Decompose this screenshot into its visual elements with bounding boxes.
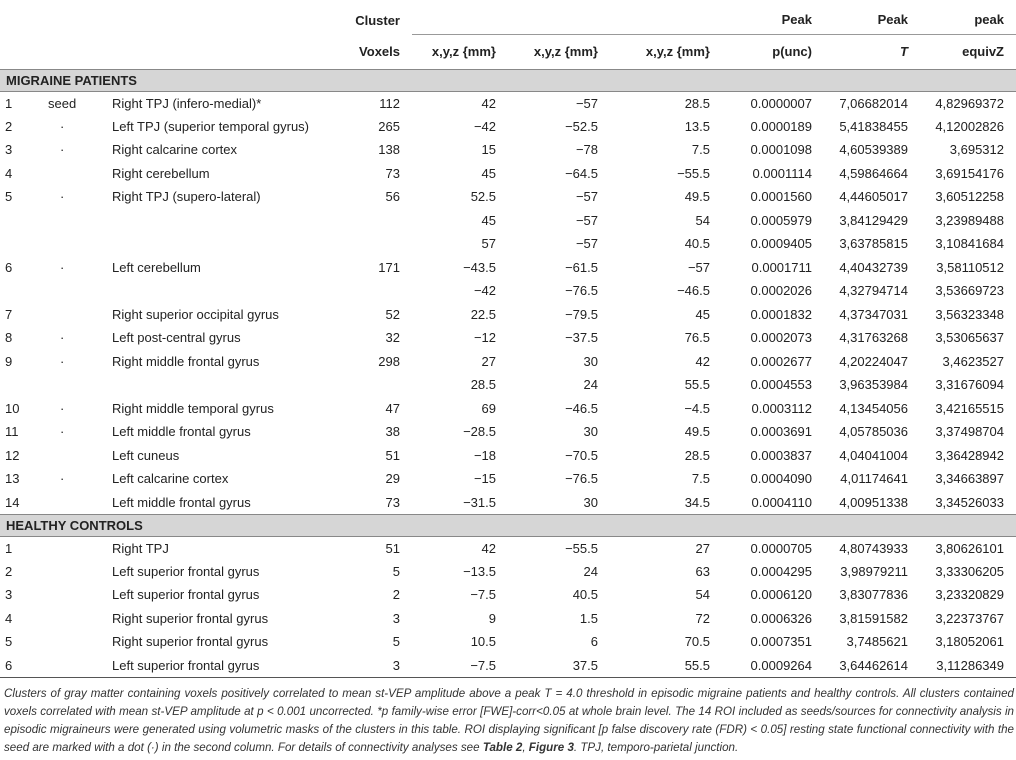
peak-equivz: 3,23989488 (935, 212, 1004, 228)
coord-z: 63 (695, 563, 710, 579)
seed-marker: seed (48, 95, 77, 111)
column-header (610, 4, 722, 34)
peak-t: 4,37347031 (839, 306, 908, 322)
cluster-voxels: 73 (385, 494, 400, 510)
coord-z: 54 (695, 212, 710, 228)
seed-marker (48, 583, 112, 607)
seed-marker (48, 654, 112, 678)
coord-z: 42 (695, 353, 710, 369)
peak-t: 3,83077836 (839, 587, 908, 603)
coord-z: −55.5 (677, 165, 710, 181)
coord-x: 28.5 (470, 377, 496, 393)
coord-z: 54 (695, 587, 710, 603)
peak-p-unc: 0.0004110 (751, 494, 812, 510)
peak-p-unc: 0.0006326 (750, 610, 812, 626)
coord-z: 49.5 (684, 189, 710, 205)
section-title: MIGRAINE PATIENTS (0, 69, 1016, 91)
peak-t: 4,59864664 (839, 165, 908, 181)
seed-marker (48, 162, 112, 186)
peak-p-unc: 0.0009264 (750, 657, 812, 673)
cluster-voxels: 52 (385, 306, 400, 322)
coord-x: 10.5 (470, 634, 496, 650)
coord-y: −57 (575, 95, 598, 111)
peak-t: 3,63785815 (839, 236, 908, 252)
region-name (112, 209, 336, 233)
row-number: 5 (5, 634, 13, 650)
seed-marker (48, 373, 112, 397)
cluster-voxels: 138 (378, 142, 400, 158)
coord-y: 30 (583, 353, 598, 369)
seed-marker (48, 560, 112, 584)
coord-x: −12 (473, 330, 496, 346)
seed-marker (48, 209, 112, 233)
coord-z: 27 (695, 540, 710, 556)
table-row (0, 491, 1016, 515)
cluster-voxels: 5 (392, 634, 400, 650)
peak-t: 3,7485621 (846, 634, 908, 650)
cluster-voxels (336, 209, 412, 233)
coord-z: 13.5 (684, 118, 710, 134)
seed-marker (48, 232, 112, 256)
row-number: 4 (5, 610, 13, 626)
peak-equivz: 3,33306205 (935, 563, 1004, 579)
coord-y: −70.5 (565, 447, 598, 463)
coord-x: −13.5 (463, 563, 496, 579)
seed-marker (48, 536, 112, 560)
coord-y: 40.5 (572, 587, 598, 603)
region-name: Right middle frontal gyrus (112, 353, 260, 369)
seed-marker: · (60, 471, 65, 487)
coord-y: 30 (583, 494, 598, 510)
cluster-voxels: 5 (392, 563, 400, 579)
row-number (0, 373, 48, 397)
peak-equivz: 3,36428942 (935, 447, 1004, 463)
table-row (0, 654, 1016, 678)
table-row (0, 162, 1016, 186)
seed-marker: · (60, 330, 65, 346)
caption-sep: , (522, 741, 529, 754)
seed-marker (48, 607, 112, 631)
cluster-voxels: 51 (385, 447, 400, 463)
peak-p-unc: 0.0000007 (750, 95, 812, 111)
table-row (0, 560, 1016, 584)
peak-equivz: 3,80626101 (935, 540, 1004, 556)
peak-t: 3,81591582 (839, 610, 908, 626)
row-number: 13 (5, 471, 20, 487)
peak-equivz: 3,60512258 (935, 189, 1004, 205)
seed-marker: · (60, 259, 65, 275)
header-row-2 (0, 34, 1016, 69)
peak-t: 4,44605017 (839, 189, 908, 205)
column-header (412, 4, 508, 34)
coord-z: −46.5 (677, 283, 710, 299)
table-row (0, 138, 1016, 162)
peak-equivz: 3,11286349 (936, 657, 1004, 673)
column-header: x,y,z {mm} (610, 34, 722, 69)
region-name: Left TPJ (superior temporal gyrus) (112, 118, 309, 134)
column-header (508, 4, 610, 34)
peak-p-unc: 0.0006120 (750, 587, 812, 603)
region-name: Left cerebellum (112, 259, 201, 275)
region-name: Right TPJ (infero-medial)* (112, 95, 262, 111)
table-row (0, 256, 1016, 280)
peak-p-unc: 0.0003112 (751, 400, 812, 416)
row-number: 1 (5, 540, 13, 556)
coord-y: −57 (575, 212, 598, 228)
coord-x: 9 (488, 610, 496, 626)
seed-marker (48, 279, 112, 303)
peak-t: 3,98979211 (840, 563, 908, 579)
column-header: p(unc) (722, 34, 824, 69)
peak-equivz: 3,34663897 (935, 471, 1004, 487)
peak-p-unc: 0.0005979 (750, 212, 812, 228)
table-row (0, 279, 1016, 303)
coord-x: −7.5 (470, 657, 496, 673)
table-row (0, 420, 1016, 444)
coord-z: 72 (695, 610, 710, 626)
peak-t: 4,32794714 (839, 283, 908, 299)
region-name: Left post-central gyrus (112, 330, 241, 346)
table-row (0, 630, 1016, 654)
peak-p-unc: 0.0004295 (750, 563, 812, 579)
region-name: Right TPJ (112, 540, 169, 556)
coord-y: 1.5 (579, 610, 598, 626)
table-row (0, 397, 1016, 421)
peak-t: 4,13454056 (839, 400, 908, 416)
peak-p-unc: 0.0001560 (750, 189, 812, 205)
peak-t: 4,05785036 (839, 424, 908, 440)
peak-t: 5,41838455 (839, 118, 908, 134)
column-header: x,y,z {mm} (412, 34, 508, 69)
coord-y: −57 (575, 189, 598, 205)
region-name: Left superior frontal gyrus (112, 563, 260, 579)
peak-p-unc: 0.0001098 (750, 142, 812, 158)
peak-equivz: 3,53669723 (935, 283, 1004, 299)
coord-y: −76.5 (565, 283, 598, 299)
region-name: Left calcarine cortex (112, 471, 229, 487)
peak-p-unc: 0.0000705 (750, 540, 812, 556)
region-name: Left superior frontal gyrus (112, 657, 260, 673)
cluster-voxels: 29 (385, 471, 400, 487)
region-name (112, 232, 336, 256)
cluster-voxels (336, 232, 412, 256)
row-number: 6 (5, 259, 13, 275)
row-number: 2 (5, 118, 13, 134)
cluster-voxels: 51 (385, 540, 400, 556)
region-name: Left middle frontal gyrus (112, 494, 251, 510)
seed-marker (48, 630, 112, 654)
caption-text: Clusters of gray matter containing voxels positively correlated to mean st-VEP amplitude above a peak T = 4.0 threshold in episodic migraine patients and healthy controls. All clusters contained voxels correlated with mean st-VEP amplitude at p < 0.001 uncorrected. *p family-wise error [FWE]-corr<0.05 at whole brain level. The 14 ROI included as seeds/sources for connectivity analysis in episodic migraineurs were generated using volumetric masks of the clusters in this table. ROI displaying significant [p false discovery rate (FDR) < 0.05] resting state functional connectivity with the seed are marked with a dot (·) in the second column. For details of connectivity analyses see (4, 687, 1014, 754)
cluster-voxels (336, 279, 412, 303)
peak-equivz: 3,37498704 (935, 424, 1004, 440)
row-number: 11 (5, 424, 19, 440)
row-number: 1 (5, 95, 13, 111)
coord-y: −52.5 (565, 118, 598, 134)
coord-z: 70.5 (684, 634, 710, 650)
row-number: 5 (5, 189, 13, 205)
cluster-voxels: 3 (392, 657, 400, 673)
region-name: Right superior occipital gyrus (112, 306, 279, 322)
seed-marker: · (60, 189, 65, 205)
region-name: Right TPJ (supero-lateral) (112, 189, 261, 205)
table-bottom-rule (0, 677, 1016, 678)
peak-equivz: 3,18052061 (935, 634, 1004, 650)
coord-z: 45 (695, 306, 710, 322)
cluster-voxels: 56 (385, 189, 400, 205)
coord-x: 15 (481, 142, 496, 158)
column-header (48, 4, 112, 34)
coord-y: −79.5 (565, 306, 598, 322)
row-number: 3 (5, 587, 13, 603)
row-number: 2 (5, 563, 13, 579)
row-number: 9 (5, 353, 13, 369)
column-header (112, 4, 336, 34)
row-number: 12 (5, 447, 20, 463)
coord-x: 45 (481, 212, 496, 228)
column-header: Cluster (355, 12, 400, 28)
coord-x: 42 (481, 540, 496, 556)
table-row (0, 467, 1016, 491)
table-row (0, 444, 1016, 468)
coord-y: −55.5 (565, 540, 598, 556)
row-number (0, 279, 48, 303)
column-header: Peak (781, 12, 812, 28)
coord-x: −7.5 (470, 587, 496, 603)
coord-x: 69 (481, 400, 496, 416)
coord-z: 76.5 (684, 330, 710, 346)
coord-z: −57 (687, 259, 710, 275)
column-header: T (824, 34, 920, 69)
peak-equivz: 3,42165515 (935, 400, 1004, 416)
peak-t: 3,84129429 (839, 212, 908, 228)
row-number: 4 (5, 165, 13, 181)
cluster-voxels: 32 (385, 330, 400, 346)
coord-y: 24 (583, 563, 598, 579)
cluster-voxels: 2 (392, 587, 400, 603)
row-number: 10 (5, 400, 20, 416)
coord-y: −78 (575, 142, 598, 158)
column-header: Voxels (359, 43, 400, 59)
peak-equivz: 3,56323348 (935, 306, 1004, 322)
cluster-voxels: 298 (378, 353, 400, 369)
coord-x: 42 (481, 95, 496, 111)
peak-t: 4,20224047 (839, 353, 908, 369)
caption-ref-table: Table 2 (482, 741, 523, 754)
table-row (0, 91, 1016, 115)
region-name: Left superior frontal gyrus (112, 587, 260, 603)
coord-z: 40.5 (684, 236, 710, 252)
seed-marker: · (60, 424, 65, 440)
cluster-voxels: 38 (385, 424, 400, 440)
peak-p-unc: 0.0002026 (750, 283, 812, 299)
peak-equivz: 3,695312 (949, 142, 1004, 158)
table-body (0, 69, 1016, 678)
seed-marker: · (60, 142, 65, 158)
peak-t: 4,00951338 (839, 494, 908, 510)
peak-equivz: 4,82969372 (935, 95, 1004, 111)
peak-p-unc: 0.0001114 (752, 165, 812, 181)
table-row (0, 115, 1016, 139)
coord-y: −57 (575, 236, 598, 252)
cluster-voxels: 3 (392, 610, 400, 626)
column-header: equivZ (920, 34, 1016, 69)
peak-equivz: 3,23320829 (935, 587, 1004, 603)
section-header (0, 514, 1016, 536)
coord-x: 27 (481, 353, 496, 369)
coord-y: −61.5 (565, 259, 598, 275)
coord-z: 7.5 (691, 471, 710, 487)
coord-z: 7.5 (691, 142, 710, 158)
row-number (0, 232, 48, 256)
peak-p-unc: 0.0003837 (750, 447, 812, 463)
cluster-voxels: 171 (378, 259, 400, 275)
peak-t: 4,04041004 (839, 447, 908, 463)
region-name: Right cerebellum (112, 165, 210, 181)
seed-marker: · (60, 118, 65, 134)
peak-equivz: 3,22373767 (935, 610, 1004, 626)
coord-y: 37.5 (572, 657, 598, 673)
table-row (0, 326, 1016, 350)
seed-marker (48, 303, 112, 327)
column-header (48, 34, 112, 69)
coord-y: 24 (583, 377, 598, 393)
coord-z: 28.5 (684, 95, 710, 111)
coord-z: 55.5 (684, 657, 710, 673)
caption-ref-figure: Figure 3 (528, 741, 574, 754)
header-row-1 (0, 4, 1016, 34)
column-header: Peak (877, 12, 908, 28)
peak-t: 4,60539389 (839, 142, 908, 158)
peak-equivz: 3,34526033 (935, 494, 1004, 510)
coord-y: 6 (590, 634, 598, 650)
coord-x: 22.5 (470, 306, 496, 322)
peak-equivz: 4,12002826 (935, 118, 1004, 134)
region-name (112, 373, 336, 397)
table-row (0, 232, 1016, 256)
seed-marker: · (60, 353, 65, 369)
coord-z: −4.5 (684, 400, 710, 416)
peak-t: 4,40432739 (839, 259, 908, 275)
peak-p-unc: 0.0001832 (750, 306, 812, 322)
peak-t: 4,80743933 (839, 540, 908, 556)
peak-t: 4,31763268 (839, 330, 908, 346)
peak-p-unc: 0.0000189 (750, 118, 812, 134)
peak-equivz: 3,69154176 (935, 165, 1004, 181)
peak-t: 3,96353984 (839, 377, 908, 393)
column-header: peak (974, 12, 1004, 28)
region-name: Right middle temporal gyrus (112, 400, 274, 416)
cluster-voxels: 265 (378, 118, 400, 134)
peak-p-unc: 0.0004090 (750, 471, 812, 487)
coord-x: −42 (473, 283, 496, 299)
coord-x: −18 (473, 447, 496, 463)
cluster-voxels (336, 373, 412, 397)
column-header (0, 34, 48, 69)
row-number (0, 209, 48, 233)
peak-p-unc: 0.0002073 (750, 330, 812, 346)
region-name (112, 279, 336, 303)
seed-marker (48, 491, 112, 515)
coord-x: 45 (481, 165, 496, 181)
results-table (0, 4, 1016, 678)
column-header (112, 34, 336, 69)
region-name: Right superior frontal gyrus (112, 610, 269, 626)
table-row (0, 583, 1016, 607)
table-row (0, 209, 1016, 233)
table-row (0, 536, 1016, 560)
coord-x: −42 (473, 118, 496, 134)
region-name: Right superior frontal gyrus (112, 634, 269, 650)
region-name: Right calcarine cortex (112, 142, 237, 158)
coord-z: 28.5 (684, 447, 710, 463)
peak-p-unc: 0.0009405 (750, 236, 812, 252)
row-number: 3 (5, 142, 13, 158)
table-caption (4, 685, 1014, 757)
coord-y: −46.5 (565, 400, 598, 416)
peak-equivz: 3,58110512 (936, 259, 1004, 275)
peak-equivz: 3,31676094 (935, 377, 1004, 393)
section-title: HEALTHY CONTROLS (0, 514, 1016, 536)
coord-y: −64.5 (565, 165, 598, 181)
coord-x: −31.5 (463, 494, 496, 510)
peak-p-unc: 0.0004553 (750, 377, 812, 393)
peak-p-unc: 0.0001711 (751, 259, 812, 275)
cluster-voxels: 47 (385, 400, 400, 416)
peak-p-unc: 0.0007351 (750, 634, 812, 650)
column-header (0, 4, 48, 34)
coord-z: 49.5 (684, 424, 710, 440)
coord-y: −76.5 (565, 471, 598, 487)
column-header: x,y,z {mm} (508, 34, 610, 69)
cluster-voxels: 112 (379, 95, 400, 111)
seed-marker (48, 444, 112, 468)
seed-marker: · (60, 400, 65, 416)
coord-z: 55.5 (684, 377, 710, 393)
coord-x: −15 (473, 471, 496, 487)
table-row (0, 350, 1016, 374)
coord-z: 34.5 (684, 494, 710, 510)
coord-x: −28.5 (463, 424, 496, 440)
row-number: 8 (5, 330, 13, 346)
peak-t: 7,06682014 (839, 95, 908, 111)
coord-y: −37.5 (565, 330, 598, 346)
cluster-voxels: 73 (385, 165, 400, 181)
peak-t: 3,64462614 (839, 657, 908, 673)
region-name: Left cuneus (112, 447, 180, 463)
row-number: 7 (5, 306, 13, 322)
table-row (0, 303, 1016, 327)
peak-p-unc: 0.0003691 (750, 424, 812, 440)
peak-p-unc: 0.0002677 (750, 353, 812, 369)
region-name: Left middle frontal gyrus (112, 424, 251, 440)
coord-x: −43.5 (463, 259, 496, 275)
peak-t: 4,01174641 (840, 471, 908, 487)
table-row (0, 185, 1016, 209)
peak-equivz: 3,10841684 (935, 236, 1004, 252)
table-row (0, 607, 1016, 631)
coord-y: 30 (583, 424, 598, 440)
caption-end: . TPJ, temporo-parietal junction. (573, 741, 739, 754)
table-row (0, 373, 1016, 397)
peak-equivz: 3,4623527 (942, 353, 1004, 369)
section-header (0, 69, 1016, 91)
row-number: 6 (5, 657, 13, 673)
coord-x: 57 (481, 236, 496, 252)
row-number: 14 (5, 494, 20, 510)
peak-equivz: 3,53065637 (935, 330, 1004, 346)
coord-x: 52.5 (470, 189, 496, 205)
